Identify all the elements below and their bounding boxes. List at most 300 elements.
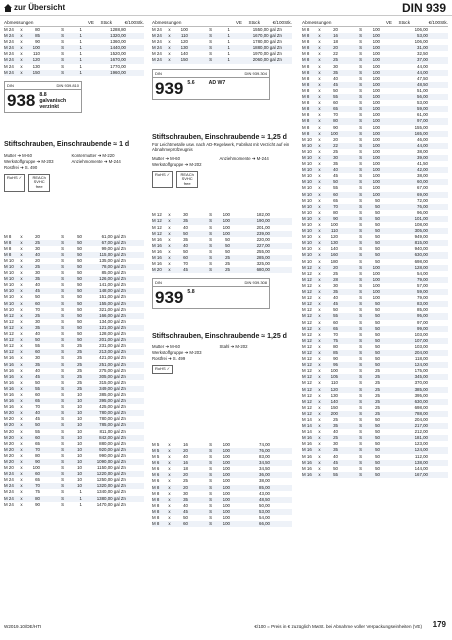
table-cell: x [168,466,171,472]
table-cell: S [209,267,212,273]
table-cell: 121,00 gal Zn [99,324,126,330]
table-cell: 100 [372,148,380,154]
table-cell: 25 [35,239,40,245]
table-cell: S [61,257,64,263]
table-cell: M 10 [4,282,14,288]
table-cell: 325,00 [256,261,270,267]
table-cell: S [359,191,362,197]
table-cell: 100 [32,45,40,51]
table-cell: 1 [79,45,82,51]
table-cell: 940,00 [414,246,428,252]
table-cell: S [359,404,362,410]
table-cell: 45 [35,416,40,422]
table-cell: 45 [35,373,40,379]
table-cell: M 10 [302,136,312,142]
table-cell: 100 [222,466,230,472]
table-cell: S [61,440,64,446]
table-cell: 50 [375,459,380,465]
table-cell: M 10 [302,161,312,167]
table-cell: 100 [372,179,380,185]
table-cell: 25 [375,410,380,416]
table-cell: M 12 [302,392,312,398]
table-cell: x [318,252,321,258]
table-cell: 305,00 gal Zn [99,373,126,379]
page-title: DIN 939 [401,1,446,15]
table-cell: M 20 [4,410,14,416]
table-cell: 54,00 [259,515,270,520]
table-cell: M 10 [302,197,312,203]
table-cell: 50 [77,239,82,245]
table-cell: S [359,33,362,39]
table-cell: 100 [372,154,380,160]
table-cell: 20 [35,233,40,239]
table-cell: 45 [183,267,188,273]
table-cell: x [318,392,321,398]
table-cell: M 12 [152,218,162,224]
footer-left: W2019.10/DE/HTI [4,624,42,629]
table-cell: 305,00 [414,228,428,234]
table-cell: x [318,447,321,453]
table-cell: S [61,452,64,458]
table-cell: S [209,441,212,447]
table-cell: M 20 [4,416,14,422]
table-cell: 53,00 [259,508,270,514]
table-cell: S [61,465,64,471]
table-cell: S [209,39,212,45]
table-cell: S [359,27,362,32]
table-cell: S [359,264,362,270]
table-cell: 35 [183,218,188,224]
table-cell: S [61,367,64,373]
table-cell: 20 [35,257,40,263]
table-cell: x [20,27,23,32]
column-2 [152,19,292,527]
table-cell: x [20,422,23,428]
table-cell: 100 [330,130,338,136]
table-cell: 70 [183,261,188,267]
table-cell: x [318,179,321,185]
table-cell: 100 [222,460,230,466]
table-cell: 67,00 [417,185,428,191]
table-cell: 150 [32,69,40,75]
table-cell: x [318,222,321,227]
table-cell: 50 [333,87,338,93]
table-cell: 1360,00 [110,39,126,45]
table-cell: S [359,386,362,392]
table-cell: x [318,276,321,282]
table-cell: x [318,398,321,404]
table-cell: 55 [35,385,40,391]
table-cell: S [359,465,362,471]
table-cell: 630,00 [414,252,428,258]
table-cell: 100 [222,496,230,502]
table-cell: x [20,501,23,507]
table-cell: S [209,447,212,453]
table-cell: 20 [333,45,338,51]
table-cell: 50 [375,319,380,325]
table-cell: 20 [183,472,188,478]
table-cell: S [359,112,362,118]
table-cell: x [168,33,171,39]
table-cell: M 16 [4,367,14,373]
table-cell: x [318,209,321,215]
table-cell: S [359,331,362,337]
table-cell: S [61,288,64,294]
table-cell: 50 [375,313,380,319]
table-cell: S [359,130,362,136]
table-cell: 1880,00 gal Zn [252,45,282,51]
table-cell: M 24 [152,33,162,39]
table-cell: x [168,51,171,57]
table-cell: 55 [333,313,338,319]
table-cell: 10 [77,440,82,446]
table-cell: M 16 [4,379,14,385]
table-cell: 25 [375,386,380,392]
table-cell: 50 [183,515,188,520]
back-link[interactable] [4,3,65,12]
table-cell: 130 [180,45,188,51]
table-cell: S [359,154,362,160]
table-cell: S [359,343,362,349]
table-cell: M 12 [4,312,14,318]
table-cell: 40 [333,167,338,173]
col2-mid-table [152,212,292,273]
table-cell: 100 [372,51,380,57]
table-cell: 10 [77,422,82,428]
table-cell: x [20,233,23,239]
table-cell: x [20,318,23,324]
table-cell: x [20,446,23,452]
table-cell: M 8 [302,57,310,63]
table-cell: 97,00 [417,118,428,124]
footer-note: €/100 = Preis in € zuzüglich MwSt. bei Abnahme voller Verpackungseinheiten (VE) [254,624,422,629]
table-cell: S [359,282,362,288]
table-cell: S [61,300,64,306]
table-cell: M 10 [302,252,312,258]
table-cell: S [359,368,362,374]
table-cell: 61,00 [417,112,428,118]
table-cell: 99,00 [417,325,428,331]
table-cell: M 10 [4,276,14,282]
table-cell: 275,00 gal Zn [99,367,126,373]
table-cell: 20 [183,447,188,453]
table-cell: x [20,355,23,361]
table-cell: x [318,240,321,246]
table-cell: 180 [330,258,338,264]
table-cell: 16 [183,441,188,447]
spec-box-939-58: DIN DIN 939.308 939 5.8 [152,278,270,309]
table-cell: 50 [375,356,380,362]
table-cell: 50 [375,465,380,471]
table-cell: 66,00 [259,521,270,527]
table-cell: 50 [375,240,380,246]
table-cell: M 10 [4,264,14,269]
table-cell: 106,00 [414,39,428,45]
table-cell: S [209,236,212,242]
table-cell: x [20,428,23,434]
table-cell: 50 [77,337,82,343]
table-cell: S [61,312,64,318]
table-cell: 1780,00 gal Zn [252,39,282,45]
col1-header: Abmessungen VE Stück €/100Stk. [4,20,144,25]
table-cell: M 8 [302,106,310,112]
table-cell: M 16 [302,465,312,471]
table-cell: 45 [333,459,338,465]
table-cell: 40 [183,454,188,460]
table-cell: S [61,39,64,45]
table-cell: 1 [79,495,82,501]
table-cell: x [20,398,23,404]
table-cell: 50 [35,422,40,428]
table-cell: M 24 [4,27,14,32]
table-cell: M 12 [302,374,312,380]
table-cell: 50 [375,228,380,234]
table-cell: S [61,434,64,440]
table-cell: 144,00 [414,465,428,471]
table-cell: 85,00 [259,484,270,490]
table-cell: 50 [35,379,40,385]
table-cell: 1250,00 gal Zn [96,477,126,483]
table-cell: 100 [222,478,230,484]
table-cell: x [318,453,321,459]
table-cell: M 20 [4,452,14,458]
table-cell: S [61,245,64,251]
table-cell: x [20,404,23,410]
table-cell: x [20,349,23,355]
table-cell: 30 [333,154,338,160]
table-cell: 100 [372,87,380,93]
table-cell: 100 [372,276,380,282]
table-cell: x [20,452,23,458]
table-cell: 25 [333,270,338,276]
table-cell: 212,00 [414,429,428,435]
table-cell: 10 [77,471,82,477]
table-cell: 138,00 [414,459,428,465]
table-cell: M 10 [302,154,312,160]
table-cell: 100 [372,173,380,179]
table-cell: x [20,306,23,312]
table-row [152,521,292,527]
table-cell: M 14 [302,429,312,435]
table-cell: M 16 [152,255,162,260]
table-cell: M 12 [302,325,312,331]
table-cell: 59,00 [417,106,428,112]
table-cell: S [359,337,362,343]
table-cell: x [318,45,321,51]
table-cell: 1520,00 [110,51,126,57]
table-cell: x [20,471,23,477]
table-cell: x [20,239,23,245]
table-cell: M 24 [4,63,14,69]
table-cell: x [318,118,321,124]
table-cell: 39,00 [417,154,428,160]
table-cell: 130 [330,240,338,246]
table-cell: 50 [333,179,338,185]
table-cell: 40 [35,367,40,373]
table-cell: 106,00 [414,27,428,32]
table-cell: 1090,00 gal Zn [96,459,126,464]
table-cell: 115,00 gal Zn [99,251,126,257]
table-cell: M 24 [152,27,162,32]
table-cell: M 10 [302,215,312,221]
table-cell: S [209,466,212,472]
table-cell: 231,00 gal Zn [99,343,126,349]
table-cell: 65 [35,440,40,446]
table-cell: 151,00 gal Zn [99,294,126,300]
table-cell: S [359,81,362,87]
table-cell: 50 [77,276,82,282]
table-cell: 100 [372,94,380,100]
table-cell: 217,00 [414,423,428,429]
table-cell: 255,00 [256,248,270,254]
table-cell: 80 [333,343,338,349]
table-cell: 70 [333,203,338,209]
table-cell: 38,00 [417,148,428,154]
table-cell: 100 [372,81,380,87]
table-cell: 50 [77,233,82,239]
table-cell: S [61,355,64,361]
table-cell: 124,00 [414,362,428,368]
table-cell: M 8 [302,39,310,45]
table-cell: M 8 [4,245,12,251]
table-cell: 10 [77,410,82,416]
table-cell: 25 [225,261,230,267]
table-cell: 123,00 [414,441,428,447]
table-cell: M 12 [302,319,312,325]
table-cell: M 5 [152,441,160,447]
table-cell: M 8 [302,112,310,118]
table-cell: 22 [333,142,338,148]
table-cell: 100 [372,39,380,45]
table-cell: 50 [375,252,380,258]
table-cell: 100 [372,289,380,295]
table-cell: 60 [183,521,188,527]
table-cell: 25 [77,355,82,361]
table-cell: 50 [375,209,380,215]
table-cell: 201,00 gal Zn [99,337,126,343]
table-cell: 100 [222,218,230,224]
table-cell: S [359,362,362,368]
table-cell: 175,00 [414,368,428,374]
table-cell: M 10 [302,234,312,240]
table-cell: S [209,224,212,230]
din-number: 938 [7,90,36,110]
table-cell: 50 [77,318,82,324]
table-cell: 83,00 [259,454,270,460]
table-cell: 30 [35,245,40,251]
table-cell: S [209,242,212,248]
table-cell: S [61,276,64,282]
table-cell: M 10 [302,209,312,215]
table-cell: S [61,45,64,51]
table-cell: x [20,63,23,69]
table-cell: S [359,392,362,398]
table-cell: M 16 [302,447,312,453]
table-cell: M 16 [302,471,312,477]
table-cell: S [209,261,212,267]
table-cell: 100 [372,112,380,118]
table-cell: M 5 [152,454,160,460]
table-cell: M 12 [302,282,312,288]
table-cell: M 20 [4,440,14,446]
table-cell: 40 [183,224,188,230]
table-cell: M 8 [302,51,310,57]
table-cell: M 8 [302,75,310,81]
table-cell: S [61,391,64,397]
table-cell: 35 [35,361,40,367]
table-cell: 25 [77,379,82,385]
table-cell: 182,00 [256,212,270,218]
table-cell: 60 [35,471,40,477]
table-cell: S [359,441,362,447]
table-cell: M 20 [4,459,14,464]
table-cell: S [61,446,64,452]
table-cell: 45 [333,173,338,179]
table-cell: x [318,282,321,288]
table-cell: x [318,246,321,252]
table-cell: 10 [77,452,82,458]
table-cell: M 20 [4,434,14,440]
table-cell: 213,00 gal Zn [99,349,126,355]
table-cell: 1 [79,489,82,495]
table-cell: 103,00 [414,343,428,349]
table-cell: S [209,496,212,502]
footer [4,624,448,629]
table-cell: x [318,343,321,349]
table-cell: M 8 [152,515,160,520]
table-cell: 50 [375,203,380,209]
table-cell: x [20,270,23,276]
table-cell: 50 [183,248,188,254]
table-cell: M 16 [302,441,312,447]
table-cell: 35 [35,324,40,330]
table-cell: M 12 [302,380,312,386]
table-cell: 141,00 gal Zn [99,282,126,288]
table-cell: 788,00 [414,410,428,416]
table-cell: 124,00 [414,447,428,453]
table-cell: 100 [372,100,380,106]
table-cell: 204,00 [414,349,428,355]
table-cell: x [20,379,23,385]
table-cell: x [318,191,321,197]
table-cell: 83,00 [417,301,428,307]
table-cell: x [318,136,321,142]
table-cell: S [359,124,362,130]
table-cell: S [61,51,64,57]
table-cell: M 16 [302,453,312,459]
table-cell: x [318,374,321,380]
table-cell: 97,00 [417,319,428,325]
table-cell: 53,00 [417,33,428,39]
table-cell: 50 [375,423,380,429]
table-cell: M 12 [302,270,312,276]
table-cell: x [318,33,321,39]
table-cell: M 10 [302,167,312,173]
table-cell: S [61,501,64,507]
table-cell: 30 [333,282,338,288]
table-cell: 60 [183,255,188,260]
table-cell: 1 [79,27,82,32]
table-cell: S [209,212,212,218]
table-cell: 100 [222,441,230,447]
table-cell: x [318,349,321,355]
table-cell: 204,00 [414,417,428,422]
table-cell: M 10 [4,257,14,263]
table-cell: x [318,307,321,313]
table-cell: S [209,230,212,236]
table-cell: 32,50 [417,51,428,57]
table-cell: S [359,307,362,313]
